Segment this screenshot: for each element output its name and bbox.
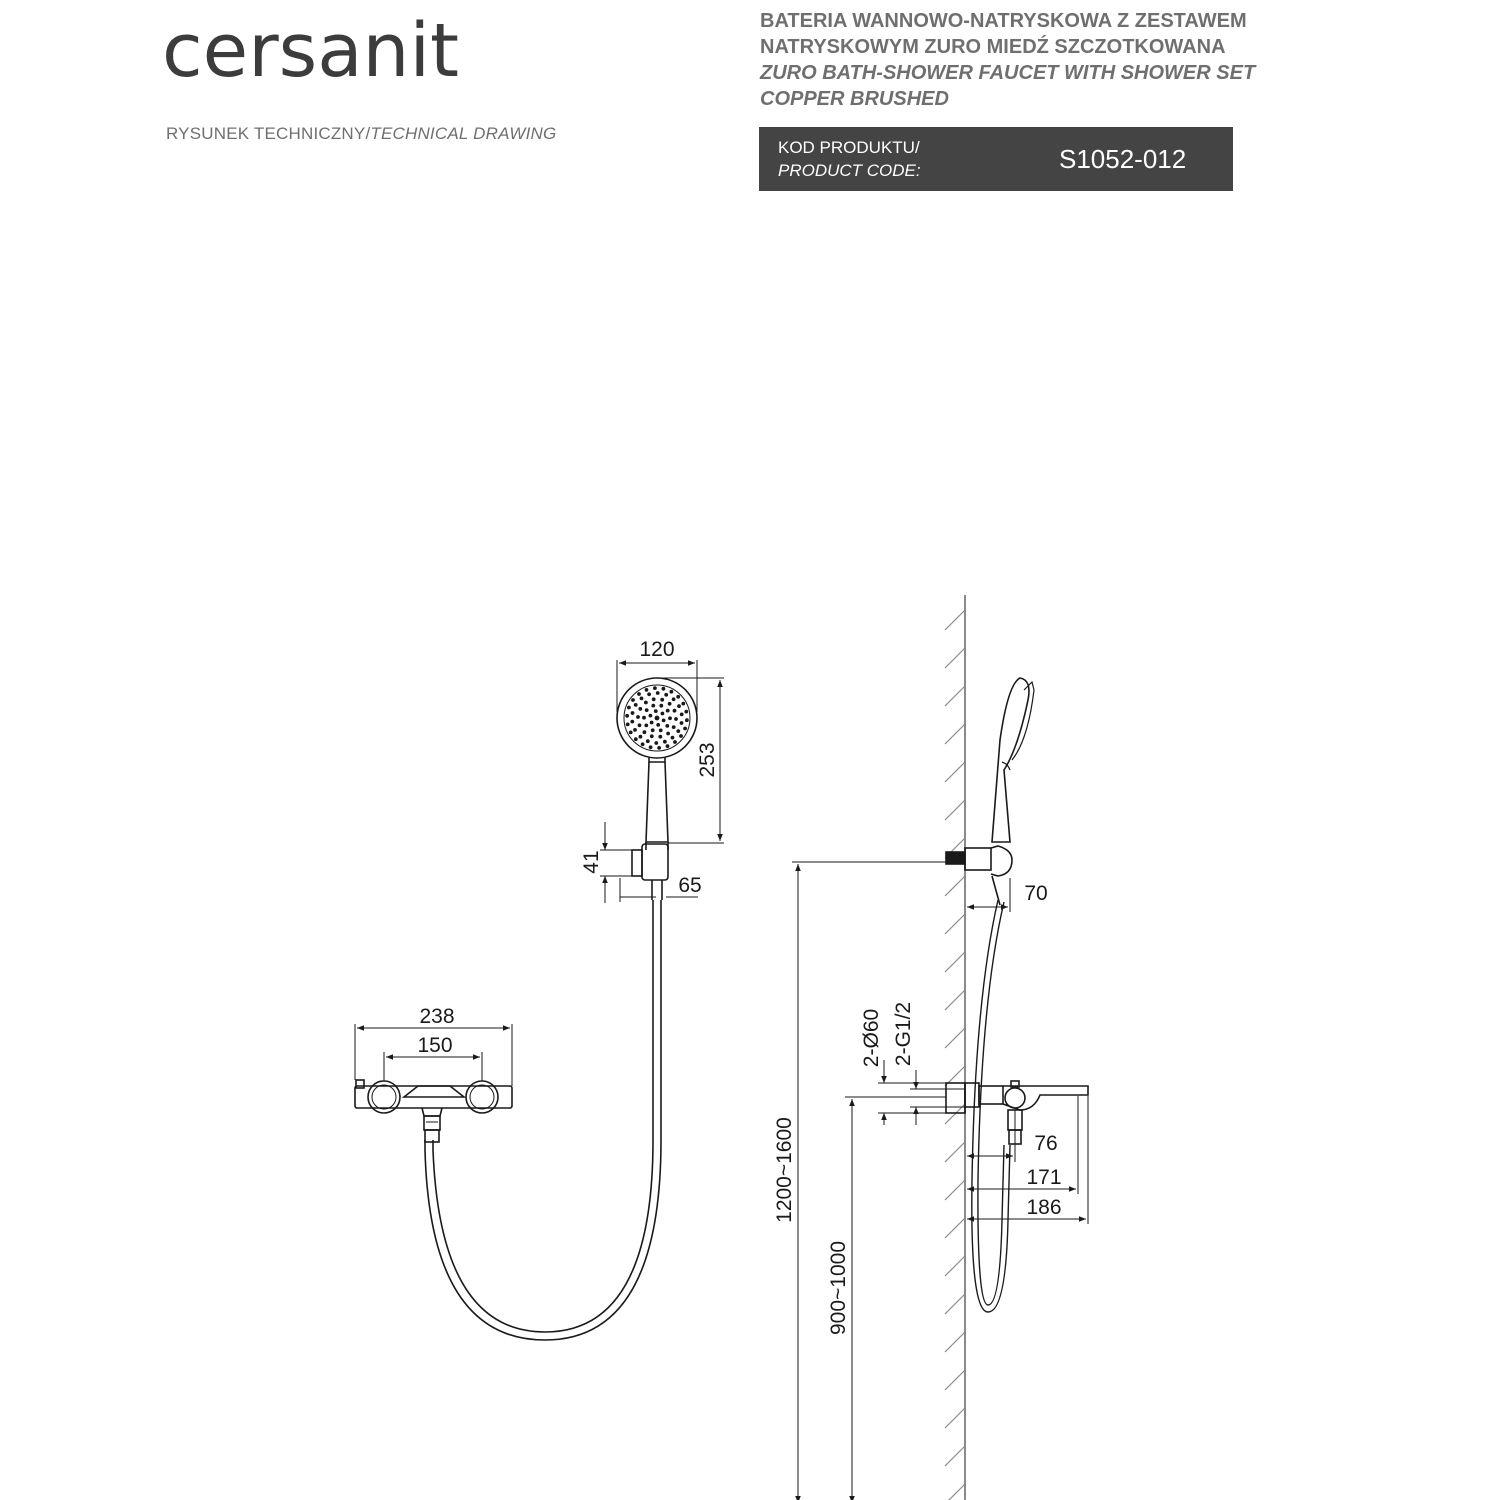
nozzle-dot [672, 725, 676, 729]
title-en-line1: ZURO BATH-SHOWER FAUCET WITH SHOWER SET [760, 62, 1256, 84]
shower-holder-side [946, 846, 1012, 905]
nozzle-dot [649, 714, 653, 718]
wall-hatch-line [945, 1332, 965, 1352]
nozzle-dot [657, 746, 661, 750]
nozzle-dot [670, 690, 674, 694]
wall-hatch-line [945, 990, 965, 1010]
nozzle-dot [634, 703, 638, 707]
nozzle-dot [640, 697, 644, 701]
dim-label-1200-1600: 1200~1600 [773, 1117, 796, 1223]
hose-front [425, 900, 661, 1340]
nozzle-dot [651, 704, 655, 708]
nozzle-dot [645, 708, 649, 712]
nozzle-dot [656, 691, 660, 695]
title-pl-line2: NATRYSKOWYM ZURO MIEDŹ SZCZOTKOWANA [760, 36, 1226, 58]
nozzle-dot [680, 713, 684, 717]
dim-label-120: 120 [639, 638, 675, 661]
cersanit-logo: cersanit [162, 8, 460, 94]
nozzle-dot [681, 702, 685, 706]
nozzle-dot [666, 744, 670, 748]
faucet-body-side [946, 1081, 1088, 1144]
nozzle-dot [651, 728, 655, 732]
dim-label-2-o60: 2-Ø60 [860, 1008, 883, 1068]
drawing-type-en: TECHNICAL DRAWING [370, 124, 557, 143]
drawing-type-pl: RYSUNEK TECHNICZNY/ [166, 124, 371, 143]
wall-hatch-line [945, 1028, 965, 1048]
dim-label-65: 65 [678, 874, 702, 897]
dim-label-70: 70 [1024, 882, 1048, 905]
dim-label-253: 253 [696, 742, 719, 778]
product-code-value: S1052-012 [1059, 144, 1187, 174]
product-code-label-en: PRODUCT CODE: [778, 161, 921, 180]
wall-hatch-line [945, 1218, 965, 1238]
wall-hatch-line [945, 1370, 965, 1390]
dim-label-238: 238 [419, 1005, 455, 1028]
nozzle-dot [639, 735, 643, 739]
nozzle-dot [656, 723, 660, 727]
nozzle-dot [662, 687, 666, 691]
nozzle-dot [660, 698, 664, 702]
nozzle-dot [642, 716, 646, 720]
nozzle-dot [650, 721, 654, 725]
wall-hatch-line [945, 1142, 965, 1162]
nozzle-dot [654, 709, 658, 713]
wall-hatch-line [945, 914, 965, 934]
wall-hatch-line [945, 686, 965, 706]
nozzle-dot [684, 710, 688, 714]
nozzle-dot [652, 697, 656, 701]
nozzle-dot [661, 712, 665, 716]
faucet-body-front [355, 1080, 512, 1142]
nozzle-dot [659, 704, 663, 708]
shower-head-front [617, 678, 697, 842]
nozzle-dot [627, 706, 631, 710]
nozzle-dot [685, 718, 689, 722]
nozzle-dot [658, 735, 662, 739]
wall-hatch-line [945, 610, 965, 630]
nozzle-dot [666, 732, 670, 736]
shower-head-side [992, 678, 1034, 842]
dim-label-150: 150 [417, 1034, 453, 1057]
nozzle-dot [638, 723, 642, 727]
nozzle-dot [626, 723, 630, 727]
nozzle-dot [644, 701, 648, 705]
nozzle-dot [637, 692, 641, 696]
wall-hatch-line [945, 1446, 965, 1466]
nozzle-dot [645, 688, 649, 692]
side-view [790, 595, 1088, 1500]
nozzle-dot [683, 727, 687, 731]
nozzle-dot [633, 728, 637, 732]
wall-hatching [945, 610, 965, 1500]
nozzle-dot [644, 724, 648, 728]
nozzle-dot [679, 734, 683, 738]
nozzle-dot [653, 686, 657, 690]
dim-label-41: 41 [580, 850, 603, 874]
shower-nozzles [625, 686, 689, 750]
nozzle-dot [659, 729, 663, 733]
nozzle-dot [662, 719, 666, 723]
dim-label-171: 171 [1026, 1166, 1062, 1189]
nozzle-dot [638, 707, 642, 711]
nozzle-dot [677, 704, 681, 708]
front-view [355, 660, 724, 1340]
nozzle-dot [672, 697, 676, 701]
dim-900-1000 [845, 1097, 946, 1500]
nozzle-dot [666, 709, 670, 713]
nozzle-dot [668, 702, 672, 706]
nozzle-dot [673, 740, 677, 744]
nozzle-dot [676, 729, 680, 733]
dim-label-900-1000: 900~1000 [827, 1240, 850, 1336]
product-code-label-pl: KOD PRODUKTU/ [778, 138, 920, 157]
wall-hatch-line [945, 1294, 965, 1314]
nozzle-dot [673, 709, 677, 713]
nozzle-dot [668, 716, 672, 720]
nozzle-dot [643, 730, 647, 734]
nozzle-dot [630, 720, 634, 724]
title-en-line2: COPPER BRUSHED [760, 88, 949, 110]
dim-1200-1600 [792, 862, 946, 1500]
nozzle-dot [647, 692, 651, 696]
nozzle-dot [664, 693, 668, 697]
wall-hatch-line [945, 648, 965, 668]
nozzle-dot [665, 724, 669, 728]
shower-holder-front [632, 842, 668, 900]
wall-hatch-line [945, 1484, 965, 1500]
wall-hatch-line [945, 762, 965, 782]
nozzle-dot [631, 711, 635, 715]
nozzle-dot [680, 721, 684, 725]
wall [945, 595, 965, 1500]
nozzle-dot [631, 698, 635, 702]
wall-hatch-line [945, 1408, 965, 1428]
nozzle-dot [674, 717, 678, 721]
wall-hatch-line [945, 724, 965, 744]
nozzle-dot [671, 736, 675, 740]
nozzle-dot [641, 742, 645, 746]
nozzle-dot [649, 745, 653, 749]
dim-41 [600, 822, 632, 903]
dim-label-186: 186 [1026, 1196, 1062, 1219]
dim-connection [878, 1060, 965, 1125]
nozzle-dot [646, 739, 650, 743]
dim-label-2-g12: 2-G1/2 [892, 1001, 915, 1067]
nozzle-dot [634, 737, 638, 741]
wall-hatch-line [945, 1180, 965, 1200]
dim-70 [967, 878, 1010, 912]
title-pl-line1: BATERIA WANNOWO-NATRYSKOWA Z ZESTAWEM [760, 10, 1247, 32]
nozzle-dot [655, 716, 660, 721]
nozzle-dot [676, 695, 680, 699]
wall-hatch-line [945, 876, 965, 896]
nozzle-dot [625, 714, 629, 718]
dim-label-76: 76 [1034, 1132, 1058, 1155]
nozzle-dot [663, 740, 667, 744]
wall-hatch-line [945, 952, 965, 972]
wall-hatch-line [945, 800, 965, 820]
wall-hatch-line [945, 1256, 965, 1276]
hose-side [972, 900, 1010, 1312]
nozzle-dot [636, 715, 640, 719]
nozzle-dot [654, 741, 658, 745]
nozzle-dot [650, 734, 654, 738]
nozzle-dot [629, 731, 633, 735]
